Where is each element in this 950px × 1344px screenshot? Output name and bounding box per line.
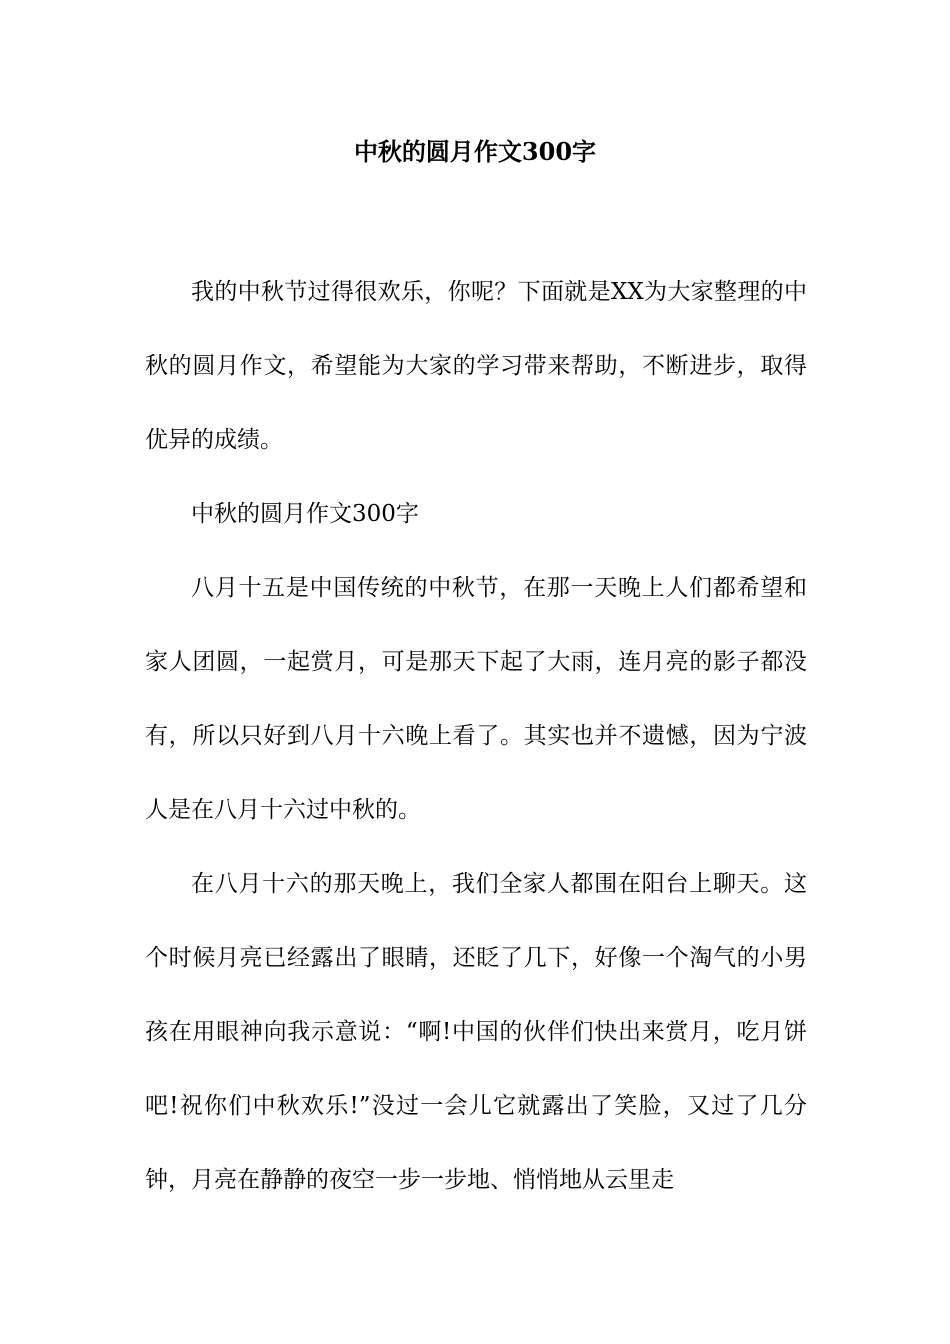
document-body	[145, 255, 807, 1217]
paragraph-story-2: 在八月十六的那天晚上，我们全家人都围在阳台上聊天。这个时候月亮已经露出了眼睛，还眨了几下，好像一个淘气的小男孩在用眼神向我示意说：“啊!中国的伙伴们快出来赏月，吃月饼吧!祝你们中秋欢乐!”没过一会儿它就露出了笑脸，又过了几分钟，月亮在静静的夜空一步一步地、悄悄地从云里走	[145, 871, 807, 1193]
paragraph-story-1: 八月十五是中国传统的中秋节，在那一天晚上人们都希望和家人团圆，一起赏月，可是那天下起了大雨，连月亮的影子都没有，所以只好到八月十六晚上看了。其实也并不遗憾，因为宁波人是在八月十六过中秋的。	[145, 575, 807, 823]
paragraph-intro: 我的中秋节过得很欢乐，你呢？下面就是XX为大家整理的中秋的圆月作文，希望能为大家的学习带来帮助，不断进步，取得优异的成绩。	[145, 279, 807, 453]
document-title: 中秋的圆月作文300字	[353, 137, 597, 166]
paragraph-subtitle: 中秋的圆月作文300字	[191, 501, 419, 527]
